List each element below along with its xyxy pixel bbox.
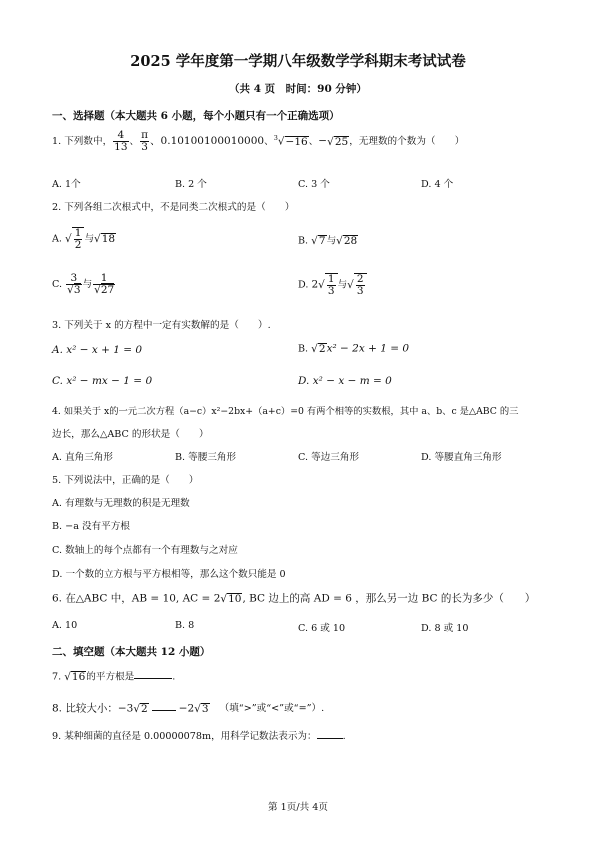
q6-option-c[interactable]: C. 6 或 10 [298,623,346,634]
section-1-heading: 一、选择题（本大题共 6 小题，每个小题只有一个正确选项） [52,110,340,122]
question-1 [52,130,464,153]
q5-option-b[interactable]: B. −a 没有平方根 [52,521,130,532]
question-7: 7. √16的平方根是 . [52,670,176,683]
question-2: 2. 下列各组二次根式中，不是同类二次根式的是（ ） [52,202,295,213]
q3-option-d[interactable]: D. x² − x − m = 0 [298,375,392,387]
question-8: 8. 比较大小：−3√2 −2√3 （填“>”或“<”或“=”）. [52,702,325,715]
q3-option-c[interactable]: C. x² − mx − 1 = 0 [52,375,153,387]
question-4-line-2: 边长，那么△ABC 的形状是（ ） [52,429,209,440]
q1-option-c[interactable]: C. 3 个 [298,179,330,190]
question-3: 3. 下列关于 x 的方程中一定有实数解的是（ ）. [52,320,271,331]
q1-prefix: 1. 下列数中， [52,136,113,148]
q1-sep: 、 [129,136,140,148]
question-4-line-1: 4. 如果关于 x的一元二次方程（a−c）x²−2bx+（a+c）=0 有两个相等的实数根，其中 a、b、c 是△ABC 的三 [52,406,519,417]
exam-title: 2025 学年度第一学期八年级数学学科期末考试试卷 [130,53,466,70]
q1-fraction-pi-3: $\frac{\pi}{3}$ [141,129,149,154]
q1-tail: ，无理数的个数为（ ） [349,136,465,148]
q1-option-d[interactable]: D. 4 个 [421,179,454,190]
q1-sep3: 、 [308,136,319,148]
q1-option-a[interactable]: A. 1个 [52,179,81,190]
q2-option-c[interactable]: C. $\frac{3}{√3}$ 与 $\frac{1}{√27}$ [52,272,115,297]
question-6: 6. 在△ABC 中，AB = 10, AC = 2√10, BC 边上的高 AD = 6 ，那么另一边 BC 的长为多少（ ） [52,592,536,605]
q1-fraction-4-13: $\frac{4}{13}$ [114,129,128,154]
exam-subtitle: （共 4 页 时间：90 分钟） [229,83,367,95]
q5-option-c[interactable]: C. 数轴上的每个点都有一个有理数与之对应 [52,545,238,556]
q7-answer-blank[interactable] [134,678,172,679]
q4-option-c[interactable]: C. 等边三角形 [298,452,360,463]
q9-answer-blank[interactable] [317,738,343,739]
page-footer: 第 1页/共 4页 [268,802,328,813]
q4-option-b[interactable]: B. 等腰三角形 [175,452,237,463]
q2-option-d[interactable]: D. 2√ $\frac{1}{3}$ 与√ $\frac{2}{3}$ [298,273,367,297]
q2-option-b[interactable]: B. √7与√28 [298,234,358,247]
q1-sep2: 、 [264,136,274,148]
q1-sqrt-25: √25 [327,135,349,148]
question-9: 9. 某种细菌的直径是 0.00000078m，用科学记数法表示为： . [52,731,346,742]
q3-option-a[interactable]: A. x² − x + 1 = 0 [52,344,143,356]
q1-decimal: 、0.10100100010000 [150,135,265,148]
section-2-heading: 二、填空题（本大题共 12 小题） [52,646,211,658]
q3-option-b[interactable]: B. √2x² − 2x + 1 = 0 [298,342,410,355]
q4-option-d[interactable]: D. 等腰直角三角形 [421,452,502,463]
q6-option-a[interactable]: A. 10 [52,620,78,631]
q1-cube-root: $^3$√−16 [273,134,308,149]
q1-neg: − [318,135,328,148]
q5-option-a[interactable]: A. 有理数与无理数的积是无理数 [52,498,190,509]
question-5: 5. 下列说法中，正确的是（ ） [52,475,199,486]
q5-option-d[interactable]: D. 一个数的立方根与平方根相等，那么这个数只能是 0 [52,569,286,580]
q6-option-b[interactable]: B. 8 [175,620,195,631]
q6-option-d[interactable]: D. 8 或 10 [421,623,469,634]
q1-option-b[interactable]: B. 2 个 [175,179,207,190]
q4-option-a[interactable]: A. 直角三角形 [52,452,113,463]
q8-answer-blank[interactable] [152,710,176,711]
q2-option-a[interactable]: A. √ $\frac{1}{2}$ 与√18 [52,227,116,252]
